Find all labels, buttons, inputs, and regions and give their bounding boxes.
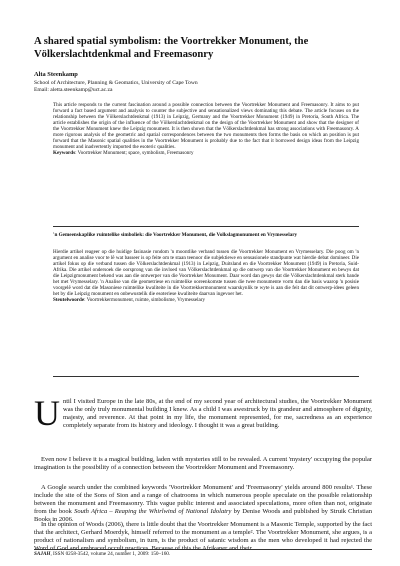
afrikaans-title: 'n Gemeenskaplike ruimtelike simboliek: die Voortrekker Monument, die Volkslagmonument en Vrymesselary xyxy=(53,232,298,238)
keywords-text: : Voortrekker Monument; space, symbolism, Freemasonry xyxy=(75,149,194,156)
abstract-text: This article responds to the current fascination around a possible connection between the Voortrekker Monument and Freemasonry. It aims to put forward a fact based argument and analysis to counter the subjective and sensationalized views dominating this debate. The article focuses on the relationship between the Völkerslachtdenkmal (1913) in Leipzig, Germany and the Voortrekker Monument (1949) in Pretoria, South Africa. The article establishes the origin of the influence of the Völkerslachtdenkmal on the design of the Voortrekker Monument and show that the designer of the Voortrekker Monument knew the Leipzig monument. It is then shown that the Völkerslachtdenkmal has strong associations with Freemasonry. A more rigorous analysis of the geometric and spatial correspondences between the two monuments then forms the basis on which an position is put forward that the Masonic spatial qualities in the Voortrekker Monument is probably due to the fact that it borrowed design ideas from the Leipzig monument and inadvertently imported the esoteric qualities. xyxy=(53,102,359,150)
journal-footer xyxy=(34,551,170,557)
body-paragraph-1 xyxy=(34,393,372,433)
afrikaans-abstract xyxy=(53,249,359,303)
keywords-line xyxy=(53,151,359,157)
footer-divider xyxy=(34,549,372,550)
keywords-label: Keywords xyxy=(53,149,76,156)
abstract-divider-bottom xyxy=(53,376,359,377)
paragraph-1-text: ntil I visited Europe in the late 80s, at the end of my second year of architectural studies, the Voortrekker Monument was the only truly monumental building I knew. As a child I was awestruck by its grandeur and atmosphere of dignity, majesty, and reverence. At that point in my life, the monument represented, for me, sacredness as an experience completely separate from its history and ideology. I thought it was a great building. xyxy=(63,398,372,430)
article-title: A shared spatial symbolism: the Voortrekker Monument, the Völkerslachtdenkmal and Freemasonry xyxy=(34,36,309,60)
book-title: South Africa – Reaping the Whirlwind of National Idolatry xyxy=(74,508,232,516)
author-affiliation xyxy=(34,80,374,94)
abstract-divider-top xyxy=(53,226,359,227)
body-paragraph-3 xyxy=(34,484,372,524)
author-name: Alta Steenkamp xyxy=(34,71,78,78)
afrikaans-abstract-text: Hierdie artikel reageer op die huidige fasinasie rondom 'n moontlike verband tussen die Voortrekker Monument en Vrymesselary. Die poog om 'n argument en analise voor te lê wat basseer is op feite om te staan teenoor die subjektiewe en sensasionele standpunte wat hierdie debat domineer. Die artikel fokus op die verband tussen die Völkerslachtdenkmal (1913) in Leipzig, Duitsland en die Voortrekker Monument (1949) in Pretoria, Suid-Afrika. Die artikel ondersoek die oorsprong van die invloed van Völkerslachtdenkmal op die ontwerp van die Voortrekker Monument en bewys dat die Leipzigmonument bekend was aan die ontwerper van die Voortrekker Monument. Daar word dan gewys dat die Völkerslachtdenkmal sterk bande het met Vrymesselary. 'n Analise van die geometriese en ruimtelike ooreenkomste tussen die twee monumente vorm dan die basis waarop 'n posisie voorgelê word dat die Masoniese ruimtelike kwaliteite in die Voortrekkermonument waarskynlik te wyte is aan die feit dat dit ontwerp-idees geleen het by die Leipzig monument en onbewustelik die esoteriese kwaliteite daarvan ingevoer het. xyxy=(53,249,359,298)
body-paragraph-2: Even now I believe it is a magical building, laden with mysteries still to be revealed. A current 'mystery' occupying the popular imagination is the possibility of a connection between the Voortrekker Monument and Freemasonry. xyxy=(34,456,372,472)
affiliation-line: School of Architecture, Planning & Geomatics, University of Cape Town xyxy=(34,80,198,86)
afrikaans-keywords-line xyxy=(53,297,359,303)
journal-name: SAJAH xyxy=(34,551,51,557)
paragraph-3-text-a: A Google search under the combined keywords 'Voortrekker Monument' and 'Freemasonry' yields around 800 results¹. These include the site of the Sons of Sion and a range of chatrooms in which numerous people speculate on the possible relationship between the monument and Freemasonry. This vague public interest and associated speculations, more often than not, originate from the book xyxy=(34,484,372,516)
english-abstract xyxy=(53,103,359,157)
paragraph-3-text-b: by Denise Woods and published by Struik Christian Books in 2006. xyxy=(34,508,372,524)
drop-cap: U xyxy=(34,393,60,433)
afrikaans-keywords-label: Steutelwoorde xyxy=(53,297,85,304)
author-email[interactable]: Email: aletta.steenkamp@uct.ac.za xyxy=(34,87,113,93)
afrikaans-keywords-text: : Voortrekkermonument, ruimte, simbolisme, Vrymesselary xyxy=(84,297,206,304)
journal-citation: , ISSN 0258-3542, volume 24, number 1, 2009: 150–160. xyxy=(50,551,171,557)
body-paragraph-4: In the opinion of Woods (2006), there is little doubt that the Voortrekker Monument is a Masonic Temple, supported by the fact that the architect, Gerhard Moerdyk, himself referred to the monument as a temple². The Voortrekker Monument, she argues, is a product of nationalism and symbolism, in turn, is the product of satanic wisdom as the men who developed it had rejected the Word of God and embraced occult practices. Because of this the Afrikaner and their xyxy=(34,521,372,553)
